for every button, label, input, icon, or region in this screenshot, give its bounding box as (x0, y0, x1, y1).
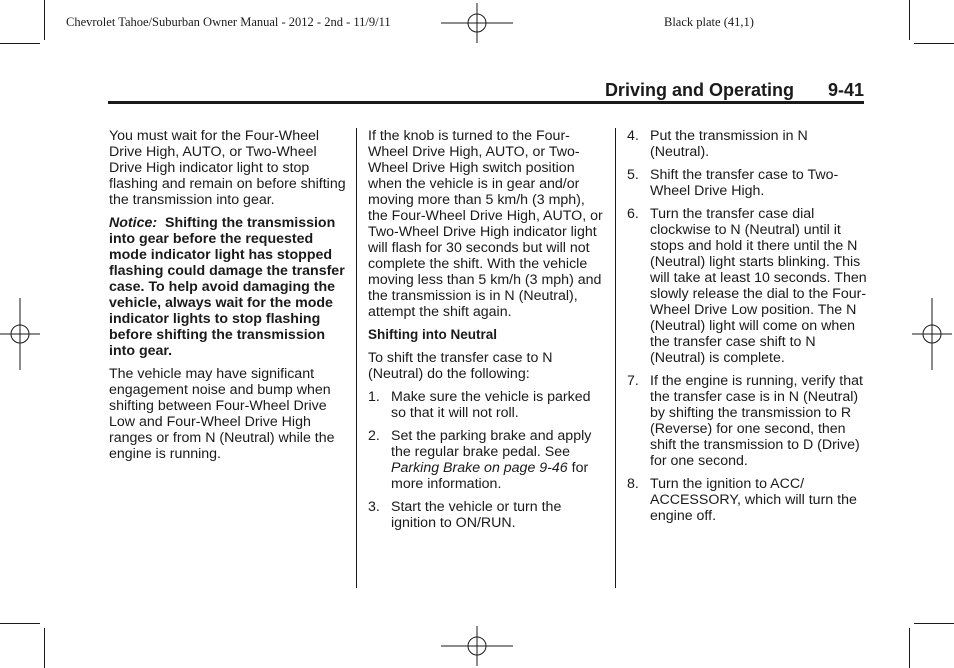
cross-reference-link[interactable]: Parking Brake on page 9-46 (391, 460, 568, 476)
notice-label: Notice: (109, 215, 158, 231)
step-text: Start the vehicle or turn the ignition to ON/RUN. (391, 499, 562, 531)
crop-mark-tr-v (909, 0, 910, 40)
list-item (627, 476, 867, 524)
paragraph-wait-indicator: You must wait for the Four-Wheel Drive High, AUTO, or Two-Wheel Drive High indicator light to stop flashing and remain on before shifting the transmission into gear. (109, 128, 346, 208)
running-header (605, 80, 864, 101)
step-text-with-xref (391, 428, 608, 492)
subheading-shifting-neutral: Shifting into Neutral (368, 327, 497, 342)
header-rule (108, 101, 864, 104)
step-number: 2. (368, 428, 380, 444)
crop-mark-bl-h (0, 623, 40, 624)
step-text: Set the parking brake and apply the regular brake pedal. See (391, 428, 592, 460)
column-3 (627, 128, 867, 531)
registration-mark-bottom (441, 626, 513, 666)
notice-block (109, 215, 351, 359)
step-number: 4. (627, 128, 639, 144)
list-item (627, 128, 867, 160)
column-divider-1 (356, 128, 357, 588)
registration-mark-right (912, 298, 952, 370)
step-text: Make sure the vehicle is parked so that it will not roll. (391, 389, 591, 421)
step-text: Shift the transfer case to Two-Wheel Drive High. (650, 167, 839, 199)
crop-mark-tl-h (0, 43, 40, 44)
step-text: Turn the transfer case dial clockwise to N (Neutral) until it stops and hold it there until the N (Neutral) light starts blinking. This will take at least 10 seconds. Then slowly release the dial to the Four-Wheel Drive Low position. The N (Neutral) light will come on when the transfer case shift to N (Neutral) is complete. (650, 206, 867, 366)
list-item (627, 167, 867, 199)
paragraph-shift-intro: To shift the transfer case to N (Neutral) do the following: (368, 350, 553, 382)
paragraph-knob-turned: If the knob is turned to the Four-Wheel Drive High, AUTO, or Two-Wheel Drive High switch position when the vehicle is in gear and/or moving more than 5 km/h (3 mph), the Four-Wheel Drive High, AUTO, or Two-Wheel Drive High indicator light will flash for 30 seconds but will not complete the shift. With the vehicle moving less than 5 km/h (3 mph) and the transmission is in N (Neutral), attempt the shift again. (368, 128, 603, 320)
crop-mark-tl-v (44, 0, 45, 40)
column-2 (368, 128, 608, 538)
step-text: Put the transmission in N (Neutral). (650, 128, 808, 160)
step-number: 7. (627, 373, 639, 389)
step-text: If the engine is running, verify that the transfer case is in N (Neutral) by shifting the transmission to R (Reverse) for one second, then shift the transmission to D (Drive) for one second. (650, 373, 863, 469)
crop-mark-bl-v (44, 628, 45, 668)
column-divider-2 (615, 128, 616, 588)
step-number: 6. (627, 206, 639, 222)
notice-text: Shifting the transmission into gear before the requested mode indicator light has stopped flashing could damage the transfer case. To help avoid damaging the vehicle, always wait for the mode indicator lights to stop flashing before shifting the transmission into gear. (109, 215, 345, 359)
crop-mark-br-v (909, 628, 910, 668)
page-number: 9-41 (827, 80, 864, 100)
step-number: 5. (627, 167, 639, 183)
section-title: Driving and Operating (604, 80, 794, 100)
step-number: 8. (627, 476, 639, 492)
registration-mark-top (441, 3, 513, 43)
print-slug-left: Chevrolet Tahoe/Suburban Owner Manual - 2012 - 2nd - 11/9/11 (66, 15, 391, 29)
step-number: 3. (368, 499, 380, 515)
paragraph-engagement-noise: The vehicle may have significant engagement noise and bump when shifting between Four-Wheel Drive Low and Four-Wheel Drive High ranges or from N (Neutral) while the engine is running. (109, 366, 335, 462)
step-number: 1. (368, 389, 380, 405)
list-item (368, 389, 608, 421)
step-text: Turn the ignition to ACC/ ACCESSORY, which will turn the engine off. (650, 476, 857, 524)
list-item (627, 373, 867, 469)
registration-mark-left (0, 298, 40, 370)
list-item (368, 428, 608, 492)
print-slug-right: Black plate (41,1) (664, 15, 754, 29)
list-item (368, 499, 608, 531)
column-1 (109, 128, 351, 469)
crop-mark-tr-h (914, 43, 954, 44)
list-item (627, 206, 867, 366)
crop-mark-br-h (914, 623, 954, 624)
step-text-after: for more information. (391, 460, 589, 492)
